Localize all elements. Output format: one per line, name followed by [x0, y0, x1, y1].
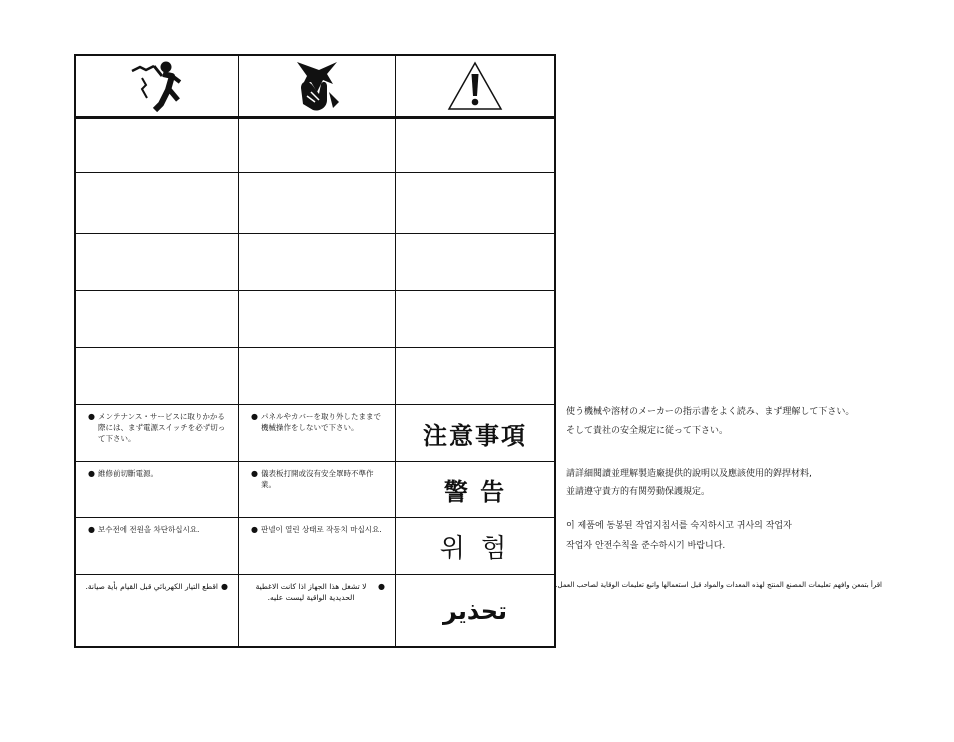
row-text — [88, 524, 230, 535]
table-cell — [396, 173, 554, 233]
row-text — [251, 411, 387, 433]
note-chinese-line-1: 請詳細閱讀並理解製造廠提供的說明以及應該使用的銲捍材料, — [566, 469, 812, 479]
icon-header-row — [76, 56, 554, 119]
table-row — [76, 348, 554, 405]
row-title: 警 告 — [443, 478, 507, 506]
table-row — [76, 119, 554, 173]
row-text-body: 維修前切斷電源。 — [98, 469, 158, 478]
table-cell — [76, 405, 239, 461]
row-text-body: اقطع التيار الكهربائي قبل القيام بأية صيانة. — [85, 582, 218, 591]
bullet: ● — [88, 412, 95, 421]
table-cell — [239, 405, 396, 461]
warning-triangle-icon — [396, 56, 554, 116]
table-cell — [239, 575, 396, 646]
row-text — [84, 581, 228, 592]
row-text — [88, 411, 230, 444]
table-cell — [239, 462, 396, 517]
table-cell — [396, 234, 554, 290]
table-row-arabic — [76, 575, 554, 646]
bullet: ● — [251, 469, 258, 478]
table-row-japanese — [76, 405, 554, 462]
note-korean-line-2: 작업자 안전수칙을 준수하시기 바랍니다. — [566, 541, 726, 551]
note-japanese-line-2: そして貴社の安全規定に従って下さい。 — [566, 426, 729, 436]
row-text-body: パネルやカバーを取り外したままで機械操作をしないで下さい。 — [261, 412, 381, 432]
row-text-body: لا تشغل هذا الجهاز اذا كانت الاغطية الحديدية الواقية ليست عليه. — [255, 582, 367, 602]
bullet: ● — [378, 582, 385, 591]
warning-table — [74, 54, 556, 648]
table-cell — [396, 518, 554, 574]
note-japanese-line-1: 使う機械や溶材のメーカーの指示書をよく読み、まず理解して下さい。 — [566, 407, 855, 417]
row-text-body: 보수전에 전원을 차단하십시요. — [98, 525, 200, 534]
row-title — [396, 348, 554, 404]
table-row — [76, 173, 554, 234]
table-row-chinese — [76, 462, 554, 518]
table-row — [76, 291, 554, 348]
row-text-body: メンテナンス・サービスに取りかかる際には、まず電源スイッチを必ず切って下さい。 — [98, 412, 226, 443]
row-title — [396, 173, 554, 233]
header-cell-warning — [396, 56, 554, 116]
row-text — [247, 581, 385, 603]
table-cell — [239, 518, 396, 574]
table-cell — [76, 575, 239, 646]
row-text — [251, 524, 387, 535]
table-cell — [239, 291, 396, 347]
table-cell — [239, 348, 396, 404]
table-cell — [76, 462, 239, 517]
row-text — [88, 468, 230, 479]
moving-parts-hand-icon — [239, 56, 395, 116]
row-text — [251, 468, 387, 490]
row-text-body: 판넬이 열린 상태로 작동치 마십시요. — [261, 525, 382, 534]
table-row-korean — [76, 518, 554, 575]
table-cell — [239, 119, 396, 172]
note-arabic-line-1: اقرأ بتمعن وافهم تعليمات المصنع المنتج لهذه المعدات والمواد قبل استعمالها واتبع تعليمات الوقاية لصاحب العمل. — [555, 581, 882, 589]
table-cell — [239, 234, 396, 290]
row-title: تحذير — [442, 596, 508, 625]
table-cell — [76, 234, 239, 290]
row-title: 注意事項 — [423, 421, 527, 450]
table-cell — [76, 518, 239, 574]
row-title: 위 험 — [439, 533, 511, 564]
bullet: ● — [251, 525, 258, 534]
row-title — [396, 119, 554, 172]
bullet: ● — [221, 582, 228, 591]
table-cell — [76, 291, 239, 347]
bullet: ● — [251, 412, 258, 421]
table-cell — [396, 575, 554, 646]
bullet: ● — [88, 525, 95, 534]
bullet: ● — [88, 469, 95, 478]
table-cell — [76, 173, 239, 233]
row-title — [396, 291, 554, 347]
table-cell — [396, 462, 554, 517]
row-title — [396, 234, 554, 290]
row-text-body: 儀表板打開或沒有安全罩時不準作業。 — [261, 469, 374, 489]
table-cell — [396, 119, 554, 172]
table-row — [76, 234, 554, 291]
note-korean-line-1: 이 제품에 동봉된 작업지침서를 숙지하시고 귀사의 작업자 — [566, 521, 792, 531]
table-cell — [396, 348, 554, 404]
table-cell — [239, 173, 396, 233]
table-cell — [396, 405, 554, 461]
header-cell-shock — [76, 56, 239, 116]
table-cell — [76, 119, 239, 172]
table-cell — [76, 348, 239, 404]
note-chinese-line-2: 並請遵守貴方的有関勞動保護規定。 — [566, 487, 711, 497]
header-cell-hand — [239, 56, 396, 116]
electric-shock-icon — [76, 56, 238, 116]
table-cell — [396, 291, 554, 347]
